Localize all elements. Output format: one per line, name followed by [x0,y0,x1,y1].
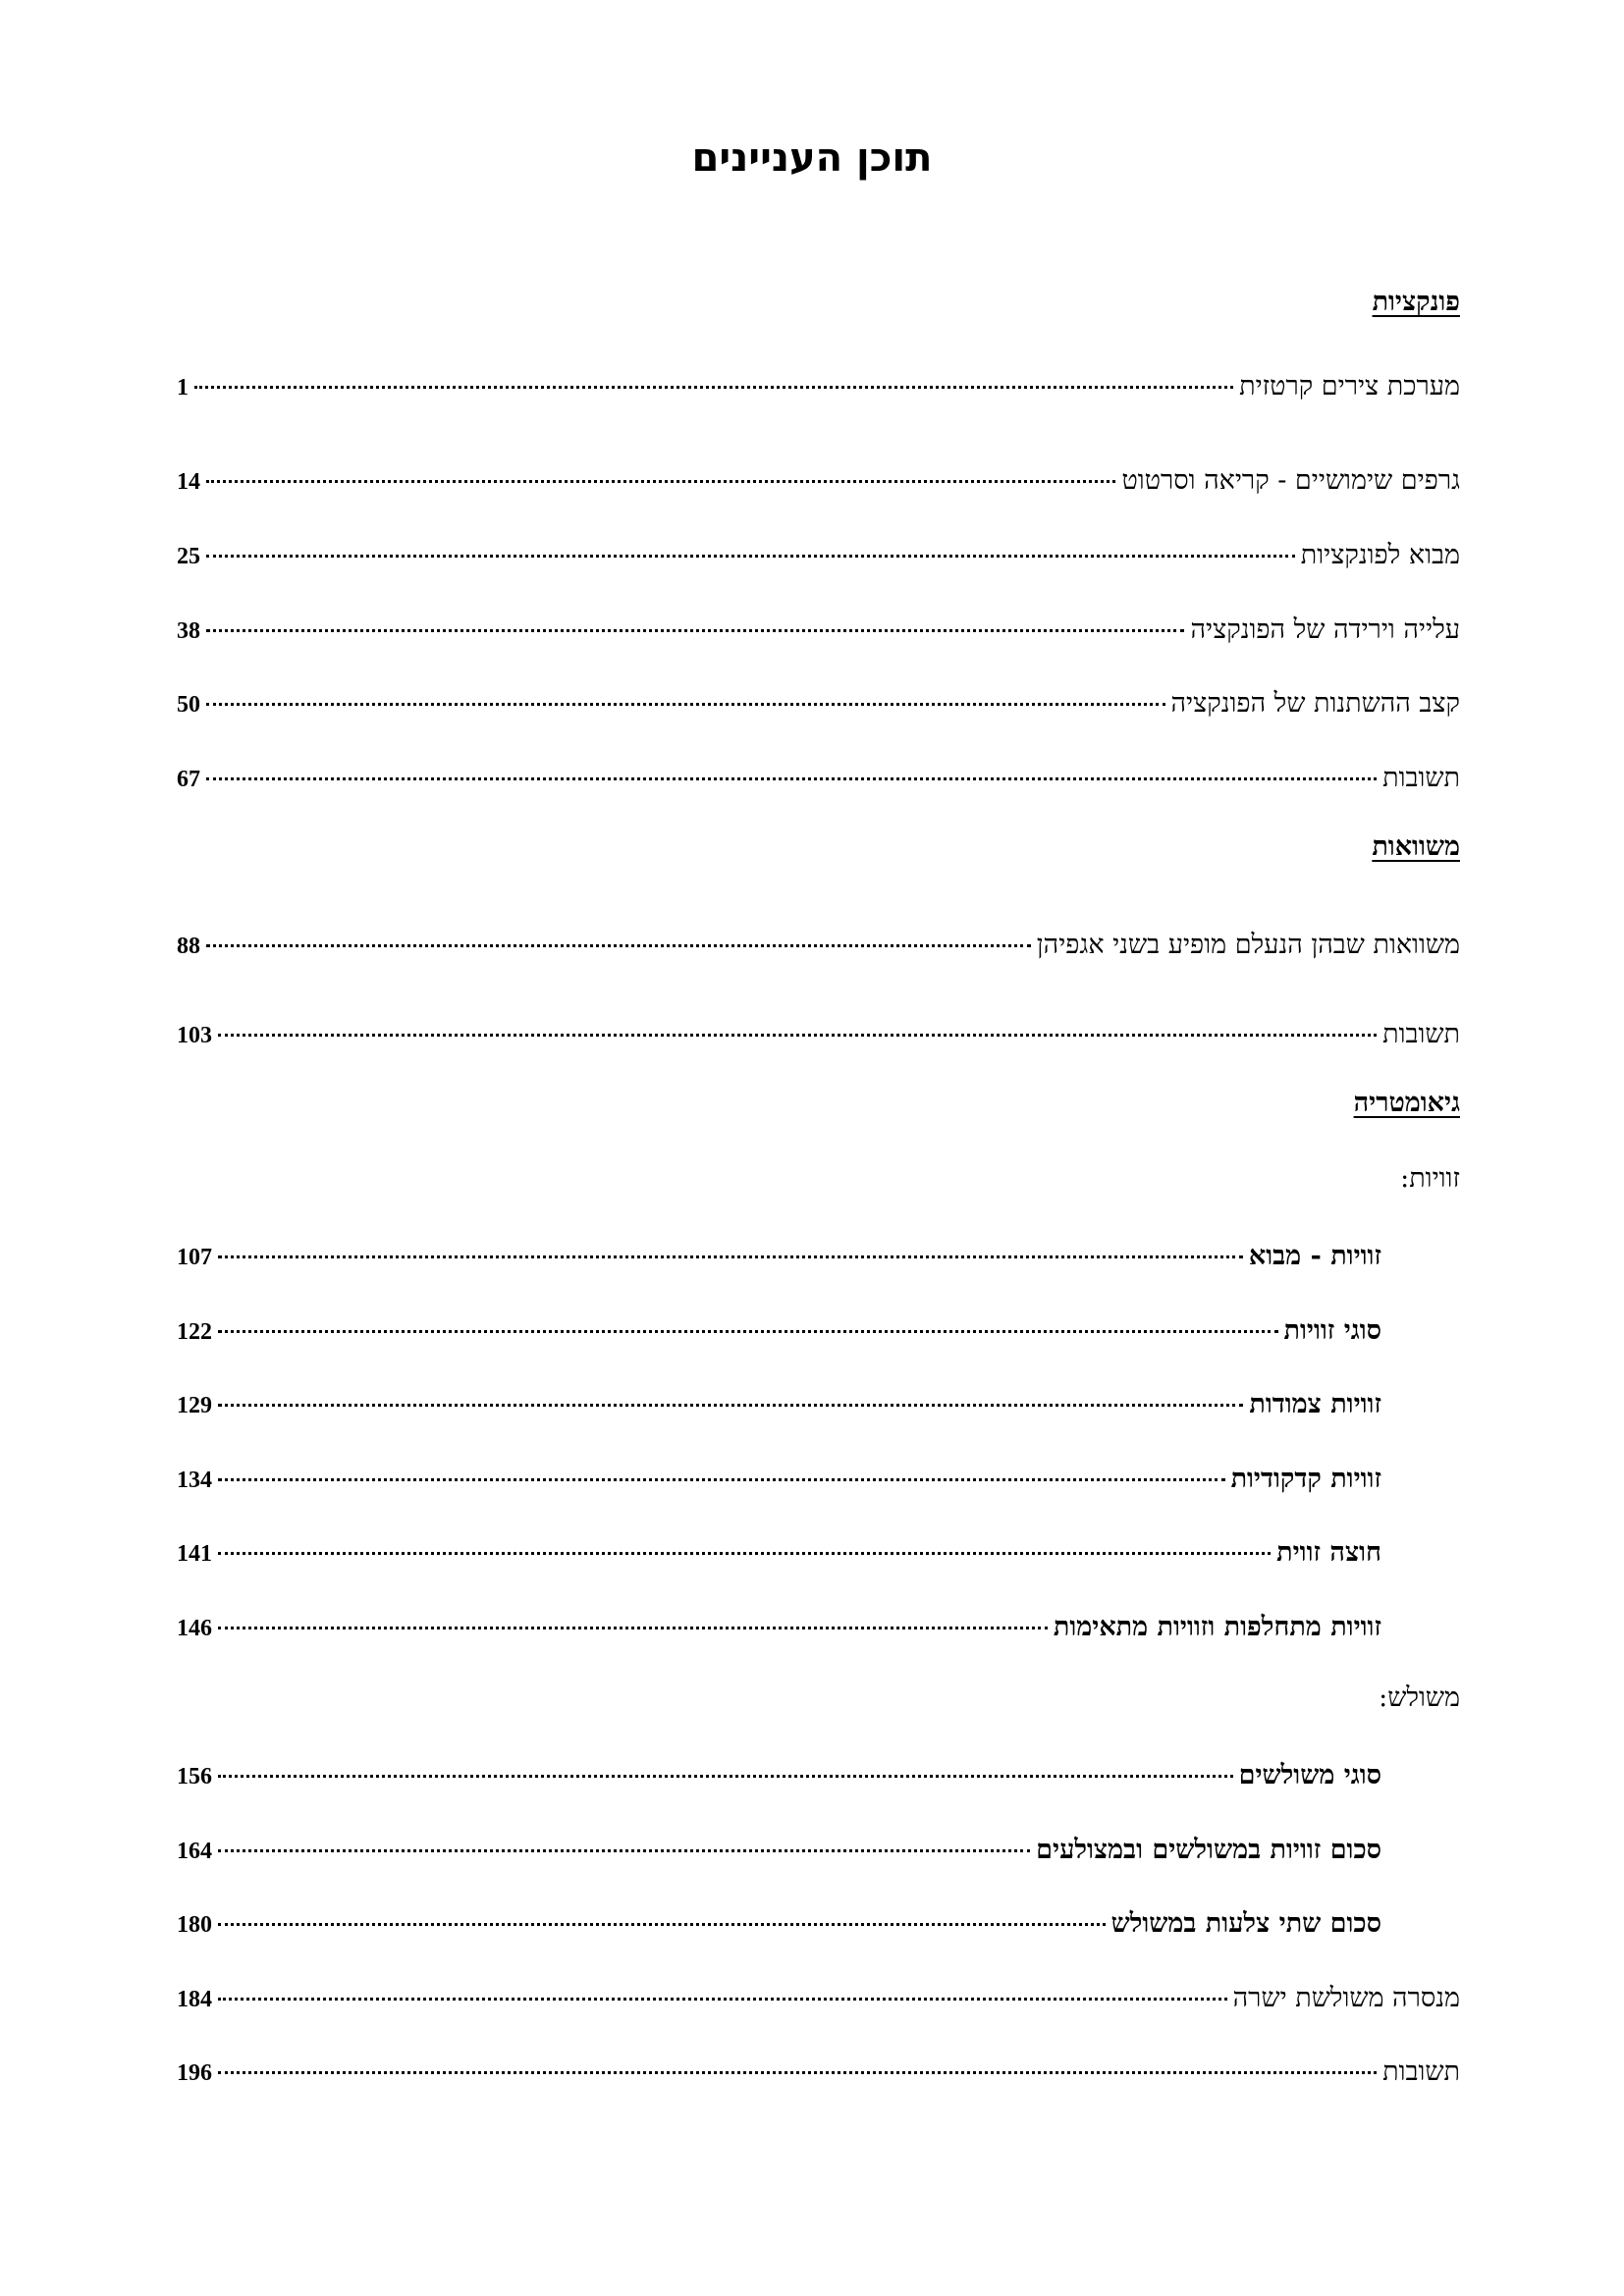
toc-entry-page: 14 [177,469,200,495]
toc-entry-label: זוויות מתחלפות וזוויות מתאימות [1053,1612,1381,1642]
dot-leader [218,1773,1233,1778]
dot-leader [206,775,1377,780]
toc-entry-label: סוגי משולשים [1238,1760,1381,1790]
toc-entry-label: קצב ההשתנות של הפונקציה [1170,688,1460,719]
toc-entry-label: תשובות [1382,2056,1460,2087]
dot-leader [218,1847,1030,1852]
dot-leader [218,1032,1377,1037]
toc-entry-page: 1 [177,375,189,400]
toc-entry [177,1904,1381,1944]
dot-leader [218,1550,1271,1555]
toc-entry-page: 50 [177,692,200,718]
dot-leader [218,1476,1225,1481]
dot-leader [206,478,1115,483]
dot-leader [194,384,1233,389]
toc-entry [177,1756,1381,1795]
section-heading-functions: פונקציות [1372,287,1460,317]
toc-entry-page: 67 [177,767,200,792]
toc-entry-page: 88 [177,934,200,959]
dot-leader [206,553,1295,558]
toc-entry-label: זוויות קדקודיות [1230,1464,1381,1494]
toc-entry [177,759,1460,798]
page-title: תוכן העניינים [691,135,933,181]
toc-entry-page: 129 [177,1393,212,1418]
toc-entry-page: 141 [177,1541,212,1567]
toc-entry-page: 38 [177,618,200,644]
toc-entry-label: מערכת צירים קרטזית [1239,371,1460,401]
toc-entry-page: 180 [177,1912,212,1938]
toc-entry-label: תשובות [1382,1019,1460,1049]
toc-entry-label: זוויות - מבוא [1248,1241,1381,1271]
toc-entry-label: סכום זוויות במשולשים ובמצולעים [1036,1835,1381,1865]
toc-entry [177,461,1460,501]
toc-entry [177,1608,1381,1647]
toc-entry-label: חוצה זווית [1276,1537,1381,1568]
dot-leader [218,1996,1227,2001]
toc-entry-page: 164 [177,1839,212,1864]
toc-entry [177,1979,1460,2018]
toc-entry [177,1533,1381,1573]
dot-leader [206,627,1184,632]
toc-entry [177,1015,1460,1054]
toc-entry-page: 134 [177,1468,212,1493]
toc-entry [177,926,1460,965]
toc-entry [177,684,1460,723]
toc-entry [177,611,1460,650]
toc-entry-page: 184 [177,1987,212,2012]
toc-entry [177,536,1460,575]
toc-entry-page: 103 [177,1023,212,1048]
dot-leader [218,1328,1278,1333]
dot-leader [218,1402,1243,1407]
section-heading-equations: משוואות [1372,831,1460,862]
toc-entry-label: תשובות [1382,763,1460,793]
toc-entry-page: 122 [177,1319,212,1345]
subsection-heading-angles: זוויות: [1400,1163,1460,1194]
toc-entry-label: משוואות שבהן הנעלם מופיע בשני אגפיהן [1036,930,1460,960]
toc-entry [177,2053,1460,2092]
dot-leader [218,1625,1048,1629]
dot-leader [218,1254,1243,1258]
dot-leader [218,2069,1377,2074]
toc-entry-label: סכום שתי צלעות במשולש [1110,1908,1381,1939]
subsection-heading-triangle: משולש: [1379,1682,1460,1713]
toc-entry [177,1460,1381,1499]
toc-entry-page: 156 [177,1764,212,1789]
toc-entry [177,367,1460,406]
section-heading-geometry: גיאומטריה [1353,1088,1460,1118]
toc-entry-page: 196 [177,2060,212,2086]
toc-entry-page: 107 [177,1245,212,1270]
toc-entry [177,1237,1381,1276]
toc-entry [177,1385,1381,1424]
dot-leader [218,1921,1106,1926]
toc-entry-page: 25 [177,544,200,569]
dot-leader [206,942,1031,947]
toc-entry [177,1311,1381,1351]
toc-entry-label: מנסרה משולשת ישרה [1232,1983,1460,2013]
toc-entry-label: סוגי זוויות [1283,1315,1381,1346]
toc-entry-label: מבוא לפונקציות [1300,540,1460,570]
toc-entry-label: זוויות צמודות [1249,1389,1381,1419]
dot-leader [206,701,1165,706]
toc-entry-label: גרפים שימושיים - קריאה וסרטוט [1121,465,1460,496]
toc-entry-page: 146 [177,1616,212,1641]
toc-entry-label: עלייה וירידה של הפונקציה [1190,614,1460,645]
toc-entry [177,1831,1381,1870]
